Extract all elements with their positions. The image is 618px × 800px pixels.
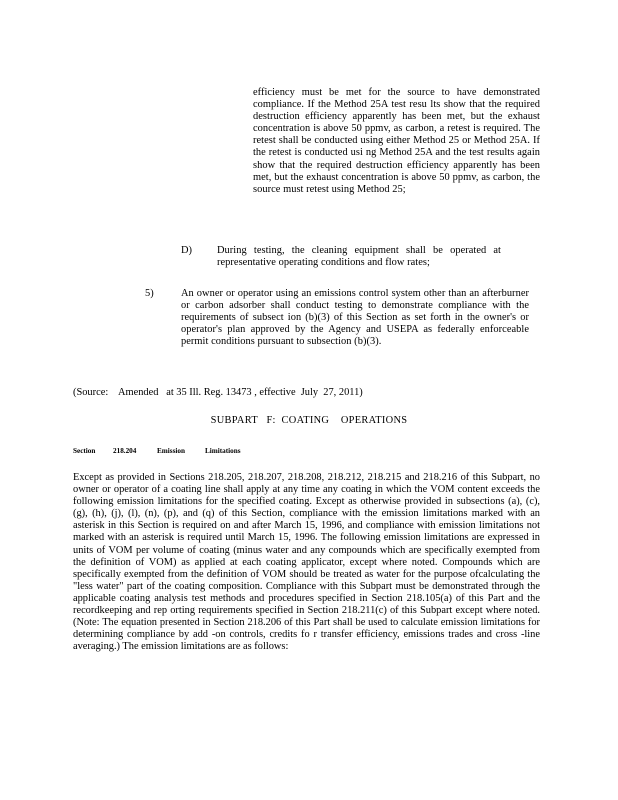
section-title-word-1: Emission <box>157 447 185 455</box>
main-paragraph: Except as provided in Sections 218.205, 218.207, 218.208, 218.212, 218.215 and 218.216 of this Subpart, no owner or operator of a coating line shall apply at any time any coating in which the VOM content exceeds the following emission limitations for the specified coating. Except as otherwise provided in subsections (a), (c), (g), (h), (j), (l), (n), (p), and (q) of this Section, compliance with the emission limitations marked with an asterisk in this Section is required on and after March 15, 1996, and compliance with emission limitations not marked with an asterisk is required until March 15, 1996. The following emission limitations are expressed in units of VOM per volume of coating (minus water and any compounds which are specifically exempted from the definition of VOM) as applied at each coating applicator, except where noted. Compounds which are specifically exempted from the definition of VOM should be treated as water for the purpose ofcalculating the "less water" part of the coating composition. Compliance with this Subpart must be demonstrated through the applicable coating analysis test methods and procedures specified in Section 218.105(a) of this Part and the recordkeeping and rep orting requirements specified in Section 218.211(c) of this Subpart except where noted. (Note: The equation presented in Section 218.206 of this Part shall be used to calculate emission limitations for determining compliance by add -on controls, credits fo r transfer efficiency, emissions trades and cross -line averaging.) The emission limitations are as follows: <box>73 472 540 653</box>
section-label: Section <box>73 447 96 455</box>
item-5-text: An owner or operator using an emissions control system other than an afterburner or carbon adsorber shall conduct testing to demonstrate compliance with the requirements of subsect ion (b)(3) of this Section as set forth in the owner's or operator's plan approved by the Agency and USEPA as federally enforceable permit conditions pursuant to subsection (b)(3). <box>181 288 529 348</box>
section-number: 218.204 <box>113 447 137 455</box>
continuation-paragraph: efficiency must be met for the source to have demonstrated compliance. If the Method 25A test resu lts show that the required destruction efficiency apparently has been met, but the exhaust concentration is above 50 ppmv, as carbon, a retest is required. The retest shall be conducted using either Method 25 or Method 25A. If the retest is conducted usi ng Method 25A and the test results again show that the required destruction efficiency apparently has been met, but the exhaust concentration is above 50 ppmv, as carbon, the source must retest using Method 25; <box>253 87 540 195</box>
subpart-heading: SUBPART F: COATING OPERATIONS <box>210 415 408 426</box>
item-5-marker: 5) <box>145 288 154 299</box>
section-title-word-2: Limitations <box>205 447 241 455</box>
section-heading <box>73 447 241 456</box>
item-d-text: During testing, the cleaning equipment shall be operated at representative operating conditions and flow rates; <box>217 245 501 269</box>
source-note: (Source: Amended at 35 Ill. Reg. 13473 , effective July 27, 2011) <box>73 387 363 398</box>
item-d-marker: D) <box>181 245 192 256</box>
